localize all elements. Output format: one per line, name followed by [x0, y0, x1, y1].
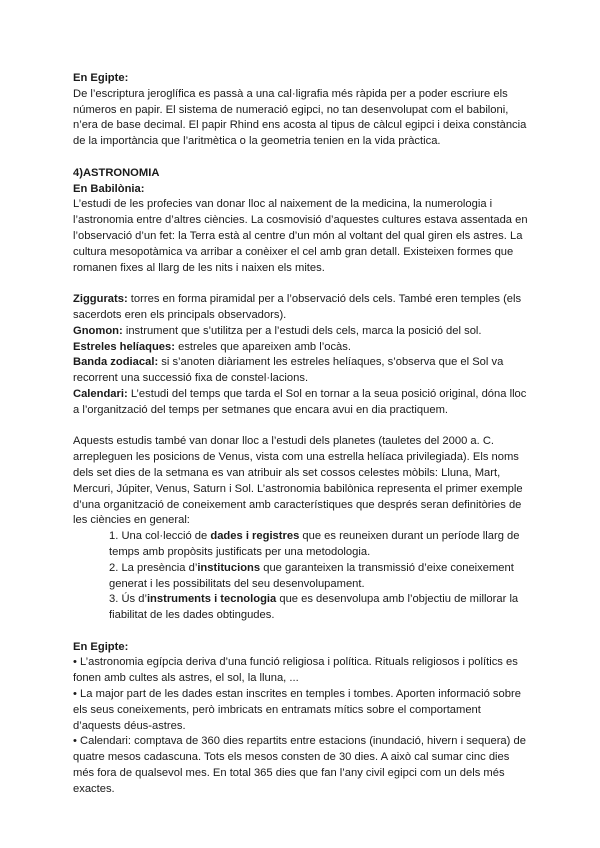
list-item-bold: dades i registres: [210, 530, 300, 543]
babylon-heading: En Babilònia:: [73, 182, 145, 195]
egypt-heading: En Egipte:: [73, 72, 129, 84]
babylon-paragraph: L’estudi de les profecies van donar lloc al naixement de la medicina, la numerologia i l’astronomia entre d’altres ciències. La cosmovisió d’aquestes cultures estava assentada en l’observació d’un fet: la Terra està al centre d’un món al voltant del qual giren els astres. La cultura mesopotàmica va arribar a conèixer el cel amb gran detall. Existeixen formes que romanen fixes al llarg de les nits i naixen els mites.: [73, 198, 528, 274]
list-item-text: 3. Ús d’: [109, 593, 147, 606]
list-item-text: 2. La presència d’: [109, 561, 198, 574]
egypt-paragraph: De l’escriptura jeroglífica es passà a una cal·ligrafia més ràpida per a poder escriure els números en papir. El sistema de numeració egipci, no tan desenvolupat com el babiloni, n’era de base decimal. El papir Rhind ens acosta al tipus de càlcul egipci i deixa constància de la importància que l’aritmètica o la geometria tenien en la vida pràctica.: [73, 87, 527, 148]
characteristics-list: [73, 529, 530, 624]
definition-text: estreles que apareixen amb l’ocàs.: [174, 340, 351, 353]
definition-calendari: [73, 387, 530, 419]
list-item-bold: instruments i tecnologia: [146, 593, 277, 606]
bullet-item: • La major part de les dades estan inscrites en temples i tombes. Aporten informació sobre els seus coneixements, però imbricats en entramats mítics sobre el comportament d’aquests déus-astres.: [73, 688, 521, 732]
definition-term: Estreles helíaques:: [73, 340, 175, 353]
definition-term: Gnomon:: [73, 324, 123, 337]
list-item: [109, 529, 530, 561]
section-title: 4)ASTRONOMIA: [73, 166, 160, 179]
egypt-astronomy-heading: En Egipte:: [73, 640, 129, 653]
planets-paragraph: Aquests estudis també van donar lloc a l’estudi dels planetes (tauletes del 2000 a. C. arrepleguen les posicions de Venus, vista com una estrella helíaca privilegiada). Els noms dels set dies de la setmana es van atribuir als set cossos celestes mòbils: Lluna, Mart, Mercuri, Júpiter, Venus, Saturn i Sol. L’astronomia babilònica representa el primer exemple d’una organització de coneixement amb característiques que després seran definitòries de les ciències en general:: [73, 435, 523, 527]
list-item-text: que es reuneixen durant un període llarg de temps amb propòsits justificats per una metodologia.: [109, 530, 520, 558]
definition-term: Ziggurats:: [73, 293, 128, 306]
list-item-text: que garanteixen la transmissió d’eixe coneixement generat i les possibilitats del seu desenvolupament.: [109, 561, 514, 590]
definition-term: Banda zodiacal:: [73, 356, 159, 369]
definition-ziggurats: [73, 292, 530, 324]
bullet-item: • Calendari: comptava de 360 dies repartits entre estacions (inundació, hivern i sequera) de quatre mesos cadascuna. Tots els mesos consten de 30 dies. A això cal sumar cinc dies més fora de qualsevol mes. En total 365 dies que fan l’any civil egipci com un dels més exactes.: [73, 735, 526, 795]
list-item-text: 1. Una col·lecció de: [109, 530, 211, 543]
list-item: [109, 561, 530, 593]
list-item: [109, 592, 530, 624]
definition-text: instrument que s’utilitza per a l’estudi dels cels, marca la posició del sol.: [122, 324, 482, 337]
definition-text: si s’anoten diàriament les estreles helíaques, s’observa que el Sol va recorrent una successió fixa de constel·lacions.: [73, 356, 504, 385]
list-item-text: que es desenvolupa amb l’objectiu de millorar la fiabilitat de les dades obtingudes.: [109, 593, 519, 622]
definition-term: Calendari:: [73, 387, 128, 400]
definition-text: L’estudi del temps que tarda el Sol en tornar a la seua posició original, dóna lloc a l’organització del temps per setmanes que encara avui en dia practiquem.: [73, 387, 527, 416]
definition-text: torres en forma piramidal per a l’observació dels cels. També eren temples (els sacerdots eren els principals observadors).: [73, 293, 522, 321]
definition-gnomon: [73, 324, 530, 340]
definition-banda: [73, 355, 530, 387]
definition-estreles: [73, 340, 530, 356]
bullet-item: • L’astronomia egípcia deriva d’una funció religiosa i política. Rituals religiosos i polítics es fonen amb cultes als astres, el sol, la lluna, ...: [73, 656, 518, 685]
list-item-bold: institucions: [197, 561, 261, 574]
